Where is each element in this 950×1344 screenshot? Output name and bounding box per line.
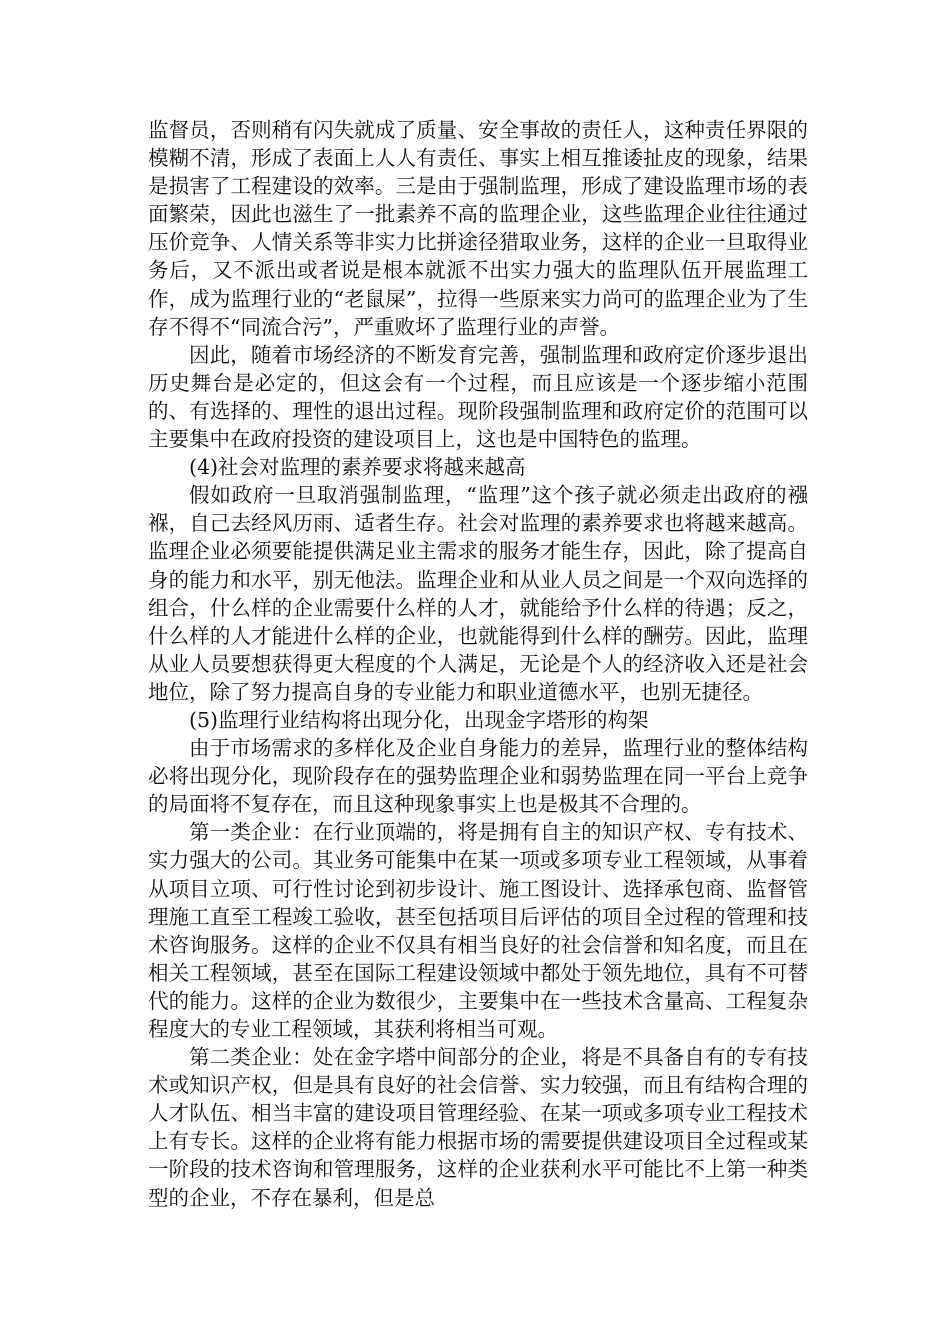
- paragraph: 第二类企业：处在金字塔中间部分的企业，将是不具备自有的专有技术或知识产权，但是具有良好的社会信誉、实力较强，而且有结构合理的人才队伍、相当丰富的建设项目管理经验、在某一项或多项专业工程技术上有专长。这样的企业将有能力根据市场的需要提供建设项目全过程或某一阶段的技术咨询和管理服务，这样的企业获利水平可能比不上第一种类型的企业，不存在暴利，但是总: [148, 1045, 808, 1210]
- body-text: [148, 116, 808, 1212]
- paragraph: 因此，随着市场经济的不断发育完善，强制监理和政府定价逐步退出历史舞台是必定的，但这会有一个过程，而且应该是一个逐步缩小范围的、有选择的、理性的退出过程。现阶段强制监理和政府定价的范围可以主要集中在政府投资的建设项目上，这也是中国特色的监理。: [148, 342, 808, 452]
- section-heading: (4)社会对监理的素养要求将越来越高: [189, 455, 526, 480]
- paragraph: 假如政府一旦取消强制监理，“监理”这个孩子就必须走出政府的襁褓，自己去经风历雨、适者生存。社会对监理的素养要求也将越来越高。监理企业必须要能提供满足业主需求的服务才能生存，因此，除了提高自身的能力和水平，别无他法。监理企业和从业人员之间是一个双向选择的组合，什么样的企业需要什么样的人才，就能给予什么样的待遇；反之，什么样的人才能进什么样的企业，也就能得到什么样的酬劳。因此，监理从业人员要想获得更大程度的个人满足，无论是个人的经济收入还是社会地位，除了努力提高自身的专业能力和职业道德水平，也别无捷径。: [148, 483, 808, 704]
- section-heading: (5)监理行业结构将出现分化，出现金字塔形的构架: [189, 707, 649, 732]
- paragraph: 由于市场需求的多样化及企业自身能力的差异，监理行业的整体结构必将出现分化，现阶段存在的强势监理企业和弱势监理在同一平台上竞争的局面将不复存在，而且这种现象事实上也是极其不合理的。: [148, 736, 808, 817]
- paragraph: 第一类企业：在行业顶端的，将是拥有自主的知识产权、专有技术、实力强大的公司。其业务可能集中在某一项或多项专业工程领域，从事着从项目立项、可行性讨论到初步设计、施工图设计、选择承包商、监督管理施工直至工程竣工验收，甚至包括项目后评估的项目全过程的管理和技术咨询服务。这样的企业不仅具有相当良好的社会信誉和知名度，而且在相关工程领域，甚至在国际工程建设领域中都处于领先地位，具有不可替代的能力。这样的企业为数很少，主要集中在一些技术含量高、工程复杂程度大的专业工程领域，其获利将相当可观。: [148, 820, 808, 1041]
- paragraph: 监督员，否则稍有闪失就成了质量、安全事故的责任人，这种责任界限的模糊不清，形成了表面上人人有责任、事实上相互推诿扯皮的现象，结果是损害了工程建设的效率。三是由于强制监理，形成了建设监理市场的表面繁荣，因此也滋生了一批素养不高的监理企业，这些监理企业往往通过压价竞争、人情关系等非实力比拼途径猎取业务，这样的企业一旦取得业务后，又不派出或者说是根本就派不出实力强大的监理队伍开展监理工作，成为监理行业的“老鼠屎”，拉得一些原来实力尚可的监理企业为了生存不得不“同流合污”，严重败坏了监理行业的声誉。: [148, 118, 808, 339]
